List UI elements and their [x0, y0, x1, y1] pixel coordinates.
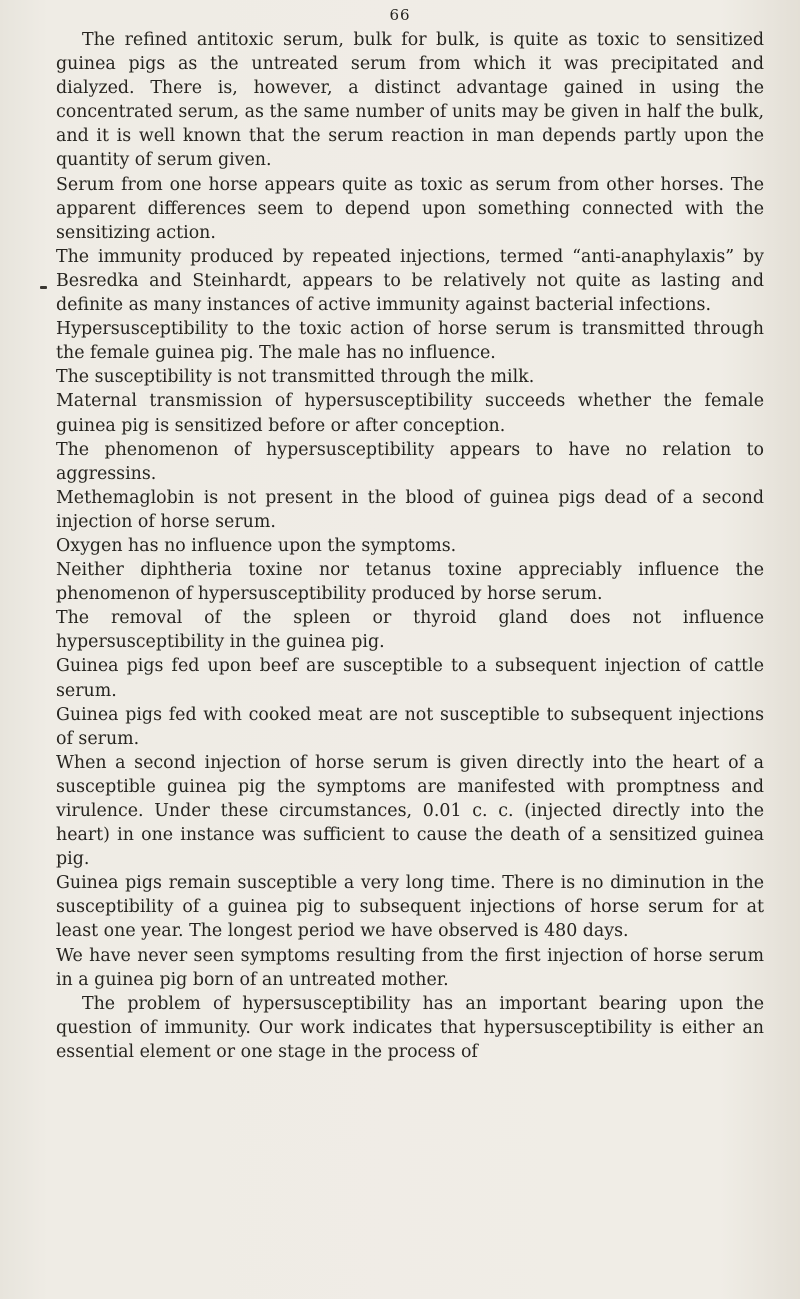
paragraph-methemaglobin: Methemaglobin is not present in the blood of guinea pigs dead of a second injection of horse serum. [56, 487, 764, 532]
paragraph-immunity-problem: The problem of hypersusceptibility has an important bearing upon the question of immunity. Our work indicates that hypersusceptibility is either an essential element or one stage in the process of [56, 993, 764, 1062]
paragraph-duration: Guinea pigs remain susceptible a very long time. There is no diminution in the susceptibility of a guinea pig to subsequent injections of horse serum for at least one year. The longest period we have observed is 480 days. [56, 873, 764, 942]
paragraph-refined-serum: The refined antitoxic serum, bulk for bulk, is quite as toxic to sensitized guinea pigs as the untreated serum from which it was precipitated and dialyzed. There is, however, a distinct advantage gained in using the concentrated serum, as the same number of units may be given in half the bulk, and it is well known that the serum reaction in man depends partly upon the quantity of serum given. [56, 30, 764, 171]
paragraph-female-transmission: Hypersusceptibility to the toxic action of horse serum is transmitted through the female guinea pig. The male has no influence. [56, 319, 764, 364]
paragraph-first-injection: We have never seen symptoms resulting from the first injection of horse serum in a guinea pig born of an untreated mother. [56, 945, 764, 990]
paragraph-serum-toxicity: Serum from one horse appears quite as toxic as serum from other horses. The apparent differences seem to depend upon something connected with the sensitizing action. [56, 174, 764, 243]
paragraph-anti-anaphylaxis: The immunity produced by repeated injections, termed “anti-anaphylaxis” by Besredka and Steinhardt, appears to be relatively not quite as lasting and definite as many instances of active immunity against bacterial infections. [56, 246, 764, 316]
margin-mark [40, 286, 47, 289]
paragraph-toxines: Neither diphtheria toxine nor tetanus toxine appreciably influence the phenomenon of hypersusceptibility produced by horse serum. [56, 560, 764, 605]
paragraph-aggressins: The phenomenon of hypersusceptibility appears to have no relation to aggressins. [56, 439, 764, 484]
paragraph-heart-injection: When a second injection of horse serum is given directly into the heart of a susceptible guinea pig the symptoms are manifested with promptness and virulence. Under these circumstances, 0.01 c. c. (injected directly into the heart) in one instance was sufficient to cause the death of a sensitized guinea pig. [56, 752, 764, 870]
paragraph-cooked-meat: Guinea pigs fed with cooked meat are not susceptible to subsequent injections of serum. [56, 704, 764, 749]
paragraph-maternal-transmission: Maternal transmission of hypersusceptibility succeeds whether the female guinea pig is sensitized before or after conception. [56, 391, 764, 436]
paragraph-oxygen: Oxygen has no influence upon the symptoms. [56, 535, 457, 556]
paragraph-spleen-thyroid: The removal of the spleen or thyroid gland does not influence hypersusceptibility in the guinea pig. [56, 608, 764, 653]
paragraph-beef-fed: Guinea pigs fed upon beef are susceptible to a subsequent injection of cattle serum. [56, 656, 764, 701]
page-number: 66 [389, 6, 411, 24]
paragraph-milk: The susceptibility is not transmitted through the milk. [56, 367, 535, 388]
page-body [56, 28, 764, 1064]
